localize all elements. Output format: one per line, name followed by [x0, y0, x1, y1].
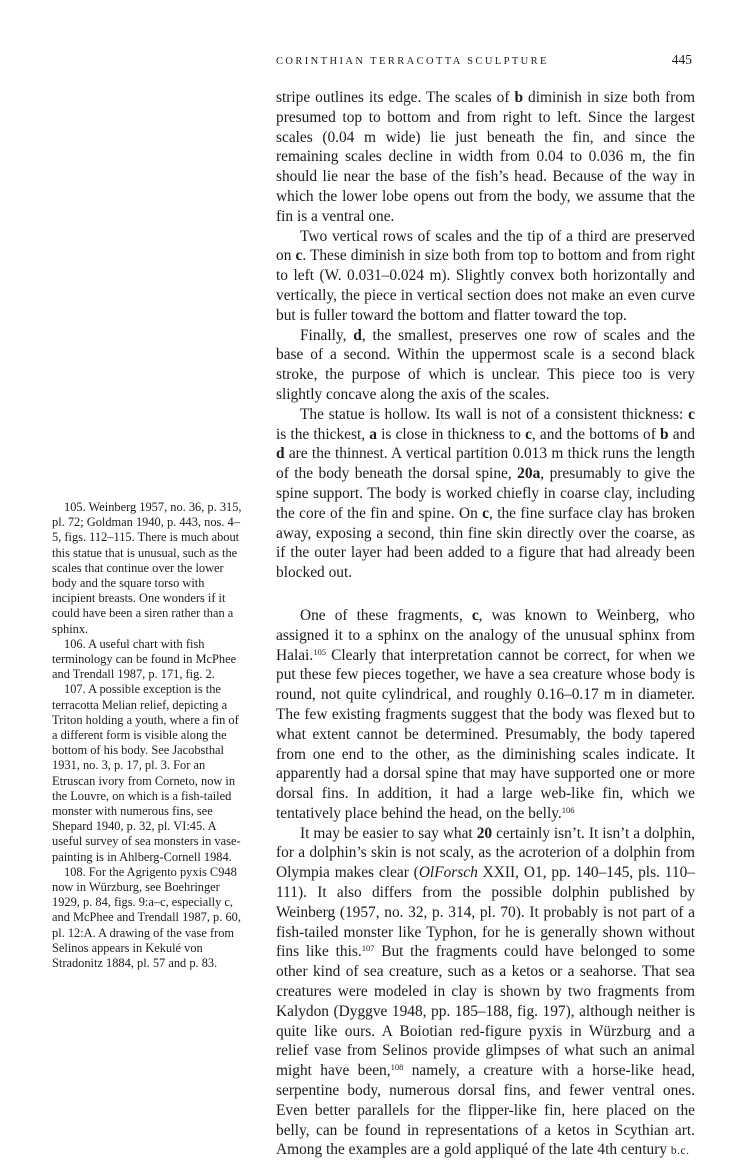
footnote-ref-105: 105 — [313, 646, 326, 657]
paragraph-1: stripe outlines its edge. The scales of b diminish in size both from presumed top to bottom and from right to left. Since the largest scales (0.04 m wide) lie just beneath the fin, and since the remaining scales decline in width from 0.04 to 0.036 m, the fin should lie near the base of the fish’s head. Because of the way in which the lower lobe opens out from the body, we assume that the fin is a ventral one. — [276, 89, 695, 225]
paragraph-6: It may be easier to say what 20 certainly isn’t. It isn’t a dolphin, for a dolphin’s skin is not scaly, as the acroterion of a dolphin from Olympia makes clear (OlForsch XXII, O1, pp. 140–145, pls. 110–111). It also differs from the possible dolphin published by Weinberg (1957, no. 32, p. 314, pl. 70). It probably is not part of a fish-tailed monster like Typhon, for he is generally shown without fins like this.$^{107}$ But the fragments could have belonged to some other kind of sea creature, such as a ketos or a seahorse. That sea creatures were modeled in clay is shown by two fragments from Kalydon (Dyggve 1948, pp. 185–188, fig. 197), although neither is quite like ours. A Boiotian red-figure pyxis in Würzburg and a relief vase from Selinos provide glimpses of what such an animal might have been,$^{108}$ namely, a creature with a horse-like head, serpentine body, numerous dorsal fins, and fewer ventral ones. Even better parallels for the flipper-like fin, here placed on the belly, can be found in representations of a ketos in Scythian art. Among the examples are a gold appliqué of the late 4th century b.c. — [276, 824, 696, 1159]
footnote-107: 107. A possible exception is the terracotta Melian relief, depicting a Triton holding a youth, where a fin of a different form is visible along the bottom of his body. See Jacobsthal 1931, no. 3, p. 17, pl. 3. For an Etruscan ivory from Corneto, now in the Louvre, on which is a fish-tailed monster with numerous fins, see Shepard 1940, p. 32, pl. VI:45. A useful survey of sea monsters in vase-painting is in Ahlberg-Cornell 1984. — [52, 682, 241, 864]
section-gap — [276, 583, 695, 606]
footnotes-column — [52, 500, 242, 971]
paragraph-4: The statue is hollow. Its wall is not of a consistent thickness: c is the thickest, a is close in thickness to c, and the bottoms of b and d are the thinnest. A vertical partition 0.013 m thick runs the length of the body beneath the dorsal spine, 20a, presumably to give the spine support. The body is worked chiefly in coarse clay, including the core of the fin and spine. On c, the fine surface clay has broken away, exposing a second, thin fine skin directly over the coarse, as if the outer layer had been added to a figure that had already been blocked out. — [276, 405, 696, 582]
main-text-column — [276, 88, 695, 1162]
footnote-ref-108: 108 — [390, 1062, 404, 1073]
footnote-106: 106. A useful chart with fish terminology can be found in McPhee and Trendall 1987, p. 171, fig. 2. — [52, 636, 237, 682]
paragraph-3: Finally, d, the smallest, preserves one row of scales and the base of a second. Within the uppermost scale is a second black stroke, the purpose of which is unclear. This piece too is very slightly concave along the axis of the scales. — [276, 326, 695, 403]
paragraph-2: Two vertical rows of scales and the tip of a third are preserved on c. These diminish in size both from top to bottom and from right to left (W. 0.031–0.024 m). Slightly convex both horizontally and vertically, the piece in vertical section does not make an even curve but is fuller toward the bottom and flatter toward the top. — [276, 227, 695, 324]
footnote-ref-106: 106 — [561, 804, 575, 815]
footnote-108: 108. For the Agrigento pyxis C948 now in Würzburg, see Boehringer 1929, p. 84, figs. 9:a–c, especially c, and McPhee and Trendall 1987, p. 60, pl. 12:A. A drawing of the vase from Selinos appears in Kekulé von Stradonitz 1884, pl. 57 and p. 83. — [52, 864, 241, 971]
running-head — [276, 52, 692, 68]
page-number: 445 — [671, 52, 692, 67]
running-title: CORINTHIAN TERRACOTTA SCULPTURE — [276, 56, 549, 67]
paragraph-5: One of these fragments, c, was known to Weinberg, who assigned it to a sphinx on the analogy of the unusual sphinx from Halai.$^{105}$ Clearly that interpretation cannot be correct, for when we put these few pieces together, we have a sea creature whose body is round, not quite cylindrical, and roughly 0.16–0.17 m in diameter. The few existing fragments suggest that the body was flexed but to what extent cannot be determined. Presumably, the body tapered from one end to the other, as the diminishing scales indicate. It apparently had a dorsal spine that may have supported one or more dorsal fins. In addition, it had a large web-like fin, which we tentatively place behind the head, on the belly.$^{106}$ — [276, 606, 695, 822]
footnote-105: 105. Weinberg 1957, no. 36, p. 315, pl. 72; Goldman 1940, p. 443, nos. 4–5, figs. 112–115. There is much about this statue that is unusual, such as the scales that continue over the lower body and the square torso with incipient breasts. One wonders if it could have been a siren rather than a sphinx. — [52, 500, 242, 636]
footnote-ref-107: 107 — [361, 943, 375, 954]
